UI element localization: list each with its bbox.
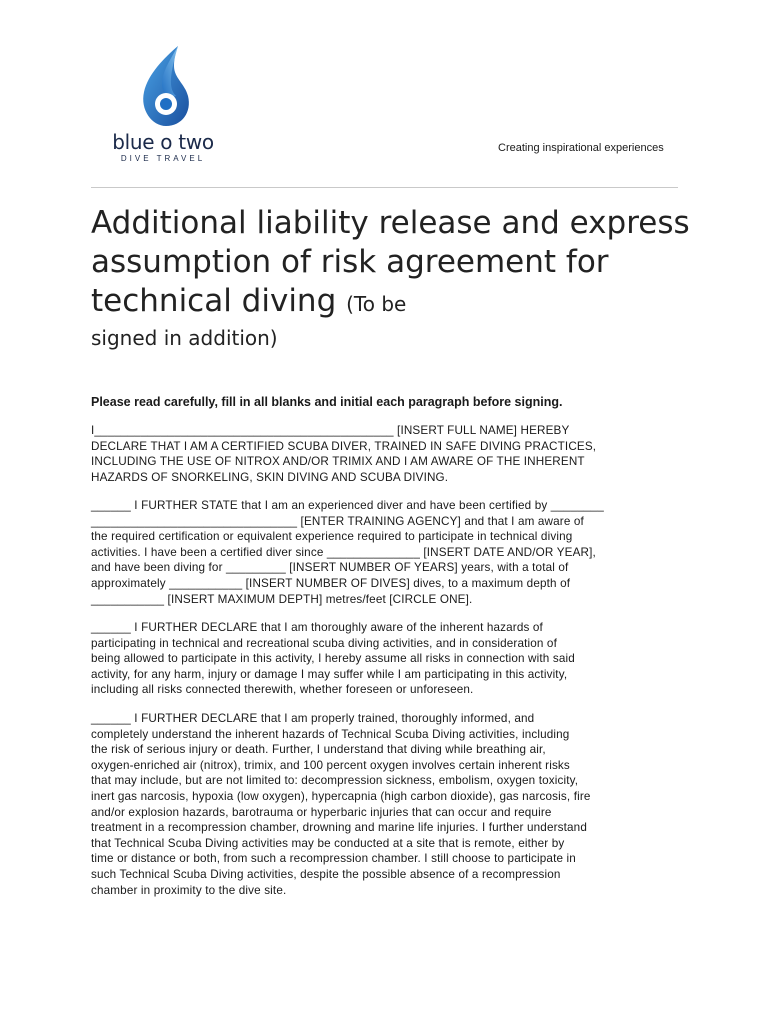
paragraph-line: oxygen-enriched air (nitrox), trimix, and 100 percent oxygen involves certain inherent risks (91, 758, 570, 772)
paragraph-line: I_____________________________________________ [INSERT FULL NAME] HEREBY (91, 424, 570, 437)
paragraph-line: completely understand the inherent hazards of Technical Scuba Diving activities, including (91, 727, 570, 741)
header-divider (91, 187, 678, 188)
paragraph-line: activities. I have been a certified diver since ______________ [INSERT DATE AND/OR YEAR], (91, 545, 596, 559)
paragraph-line: that may include, but are not limited to: decompression sickness, embolism, oxygen toxicity, (91, 774, 579, 788)
paragraph-experience (91, 498, 681, 607)
title-suffix: (To be (346, 292, 407, 316)
paragraph-line: INCLUDING THE USE OF NITROX AND/OR TRIMIX AND I AM AWARE OF THE INHERENT (91, 455, 585, 469)
paragraph-line: inert gas narcosis, hypoxia (low oxygen), hypercapnia (high carbon dioxide), gas narcosis, fire (91, 789, 591, 803)
paragraph-line: _______________________________ [ENTER TRAINING AGENCY] and that I am aware of (91, 514, 584, 528)
paragraph-declaration (91, 423, 681, 485)
paragraph-line: being allowed to participate in this activity, I hereby assume all risks in connection with said (91, 652, 575, 666)
paragraph-line: HAZARDS OF SNORKELING, SKIN DIVING AND SCUBA DIVING. (91, 470, 449, 484)
paragraph-line: ______ I FURTHER DECLARE that I am thoroughly aware of the inherent hazards of (91, 621, 543, 634)
paragraph-line: such Technical Scuba Diving activities, despite the possible absence of a recompression (91, 867, 561, 881)
brand-name: blue o two (112, 130, 214, 154)
instructions: Please read carefully, fill in all blanks and initial each paragraph before signing. (91, 395, 563, 409)
paragraph-line: participating in technical and recreational scuba diving activities, and in consideration of (91, 636, 557, 650)
title-suffix-continued: signed in addition) (91, 326, 278, 350)
title-main: Additional liability release and express assumption of risk agreement for technical diving (91, 205, 690, 319)
paragraph-line: time or distance or both, from such a recompression chamber. I still choose to participate in (91, 852, 576, 866)
paragraph-line: and/or explosion hazards, barotrauma or hyperbaric injuries that can occur and require (91, 805, 552, 819)
paragraph-hazards (91, 711, 681, 898)
brand-logo (104, 44, 222, 166)
paragraph-line: ______ I FURTHER DECLARE that I am properly trained, thoroughly informed, and (91, 712, 535, 725)
paragraph-line: and have been diving for _________ [INSERT NUMBER OF YEARS] years, with a total of (91, 561, 569, 575)
paragraph-line: approximately ___________ [INSERT NUMBER OF DIVES] dives, to a maximum depth of (91, 576, 571, 590)
tagline: Creating inspirational experiences (498, 142, 664, 154)
page-title (91, 204, 691, 324)
water-drop-logo-icon (134, 44, 194, 128)
paragraph-line: that Technical Scuba Diving activities may be conducted at a site that is remote, either by (91, 836, 565, 850)
paragraph-line: activity, for any harm, injury or damage I may suffer while I am participating in this activity, (91, 667, 568, 681)
paragraph-line: the required certification or equivalent experience required to participate in technical diving (91, 530, 573, 544)
paragraph-line: including all risks connected therewith, whether foreseen or unforeseen. (91, 683, 474, 697)
paragraph-line: DECLARE THAT I AM A CERTIFIED SCUBA DIVER, TRAINED IN SAFE DIVING PRACTICES, (91, 439, 597, 453)
paragraph-line: treatment in a recompression chamber, drowning and marine life injuries. I further understand (91, 821, 587, 835)
paragraph-line: ______ I FURTHER STATE that I am an experienced diver and have been certified by ________ (91, 499, 604, 512)
paragraph-line: ___________ [INSERT MAXIMUM DEPTH] metres/feet [CIRCLE ONE]. (91, 592, 473, 606)
brand-subtitle: DIVE TRAVEL (120, 154, 206, 163)
paragraph-line: the risk of serious injury or death. Further, I understand that diving while breathing air, (91, 743, 546, 757)
paragraph-line: chamber in proximity to the dive site. (91, 883, 287, 897)
paragraph-assumption-of-risk (91, 620, 681, 698)
